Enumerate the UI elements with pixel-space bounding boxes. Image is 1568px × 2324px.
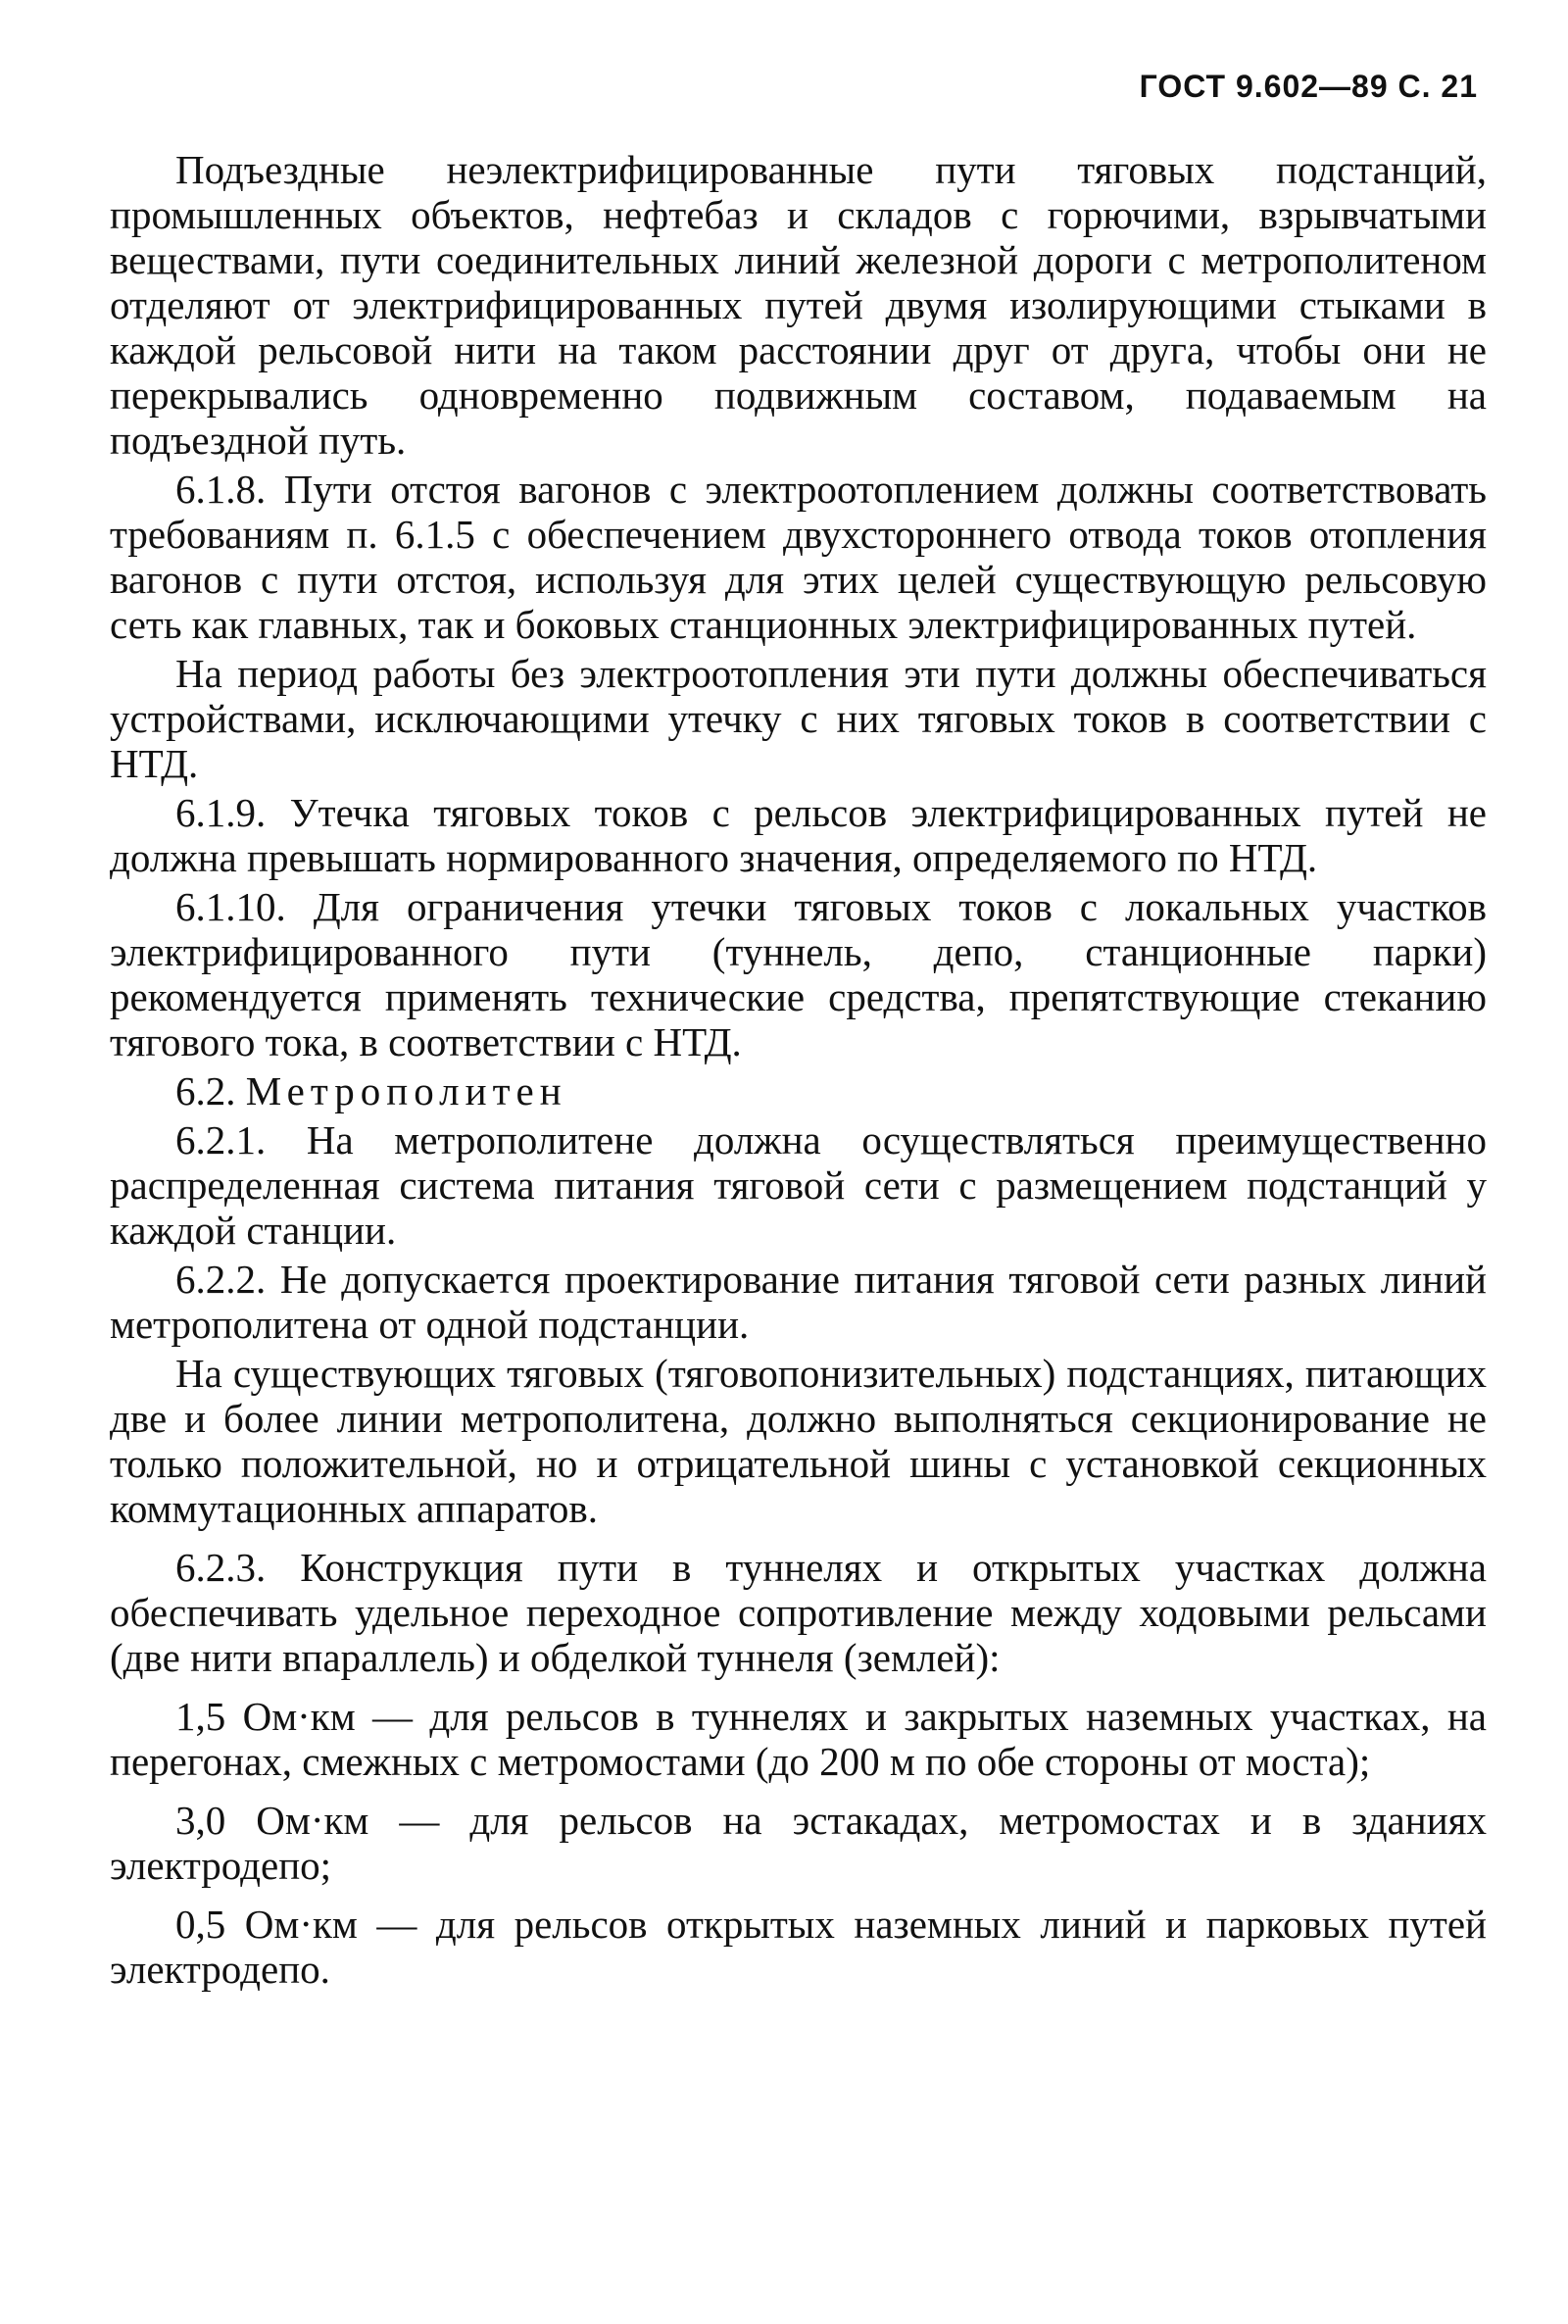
paragraph-6-1-9: 6.1.9. Утечка тяговых токов с рельсов электрифицированных путей не должна превышать нормированного значения, определяемого по НТД. <box>110 790 1487 880</box>
paragraph-resistance-open-lines: 0,5 Ом·км — для рельсов открытых наземных линий и парковых путей электродепо. <box>110 1902 1487 1992</box>
paragraph-substations: На существующих тяговых (тяговопонизительных) подстанциях, питающих две и более линии метрополитена, должно выполняться секционирование не только положительной, но и отрицательной шины с установкой секционных коммутационных аппаратов. <box>110 1351 1487 1531</box>
paragraph-heating-period: На период работы без электроотопления эти пути должны обеспечиваться устройствами, исключающими утечку с них тяговых токов в соответствии с НТД. <box>110 651 1487 786</box>
section-heading <box>110 1068 1487 1113</box>
paragraph-access-tracks: Подъездные неэлектрифицированные пути тяговых подстанций, промышленных объектов, нефтебаз и складов с горючими, взрывчатыми веществами, пути соединительных линий железной дороги с метрополитеном отделяют от электрифицированных путей двумя изолирующими стыками в каждой рельсовой нити на таком расстоянии друг от друга, чтобы они не перекрывались одновременно подвижным составом, подаваемым на подъездной путь. <box>110 147 1487 463</box>
paragraph-6-2-2: 6.2.2. Не допускается проектирование питания тяговой сети разных линий метрополитена от одной подстанции. <box>110 1257 1487 1347</box>
paragraph-6-2-3: 6.2.3. Конструкция пути в туннелях и открытых участках должна обеспечивать удельное переходное сопротивление между ходовыми рельсами (две нити впараллель) и обделкой туннеля (землей): <box>110 1545 1487 1680</box>
section-title: Метрополитен <box>245 1068 567 1113</box>
paragraph-6-1-8: 6.1.8. Пути отстоя вагонов с электроотоплением должны соответствовать требованиям п. 6.1.5 с обеспечением двухстороннего отвода токов отопления вагонов с пути отстоя, используя для этих целей существующую рельсовую сеть как главных, так и боковых станционных электрифицированных путей. <box>110 467 1487 647</box>
document-body <box>110 147 1487 1996</box>
paragraph-resistance-tunnels: 1,5 Ом·км — для рельсов в туннелях и закрытых наземных участках, на перегонах, смежных с метромостами (до 200 м по обе стороны от моста); <box>110 1694 1487 1784</box>
paragraph-6-2-1: 6.2.1. На метрополитене должна осуществляться преимущественно распределенная система питания тяговой сети с размещением подстанций у каждой станции. <box>110 1117 1487 1253</box>
page-header <box>1140 69 1478 105</box>
paragraph-6-1-10: 6.1.10. Для ограничения утечки тяговых токов с локальных участков электрифицированного пути (туннель, депо, станционные парки) рекомендуется применять технические средства, препятствующие стеканию тягового тока, в соответствии с НТД. <box>110 884 1487 1064</box>
standard-number: ГОСТ 9.602—89 <box>1139 69 1389 104</box>
paragraph-resistance-overpasses: 3,0 Ом·км — для рельсов на эстакадах, метромостах и в зданиях электродепо; <box>110 1798 1487 1888</box>
page-number: С. 21 <box>1397 69 1478 104</box>
section-number: 6.2. <box>175 1068 236 1113</box>
